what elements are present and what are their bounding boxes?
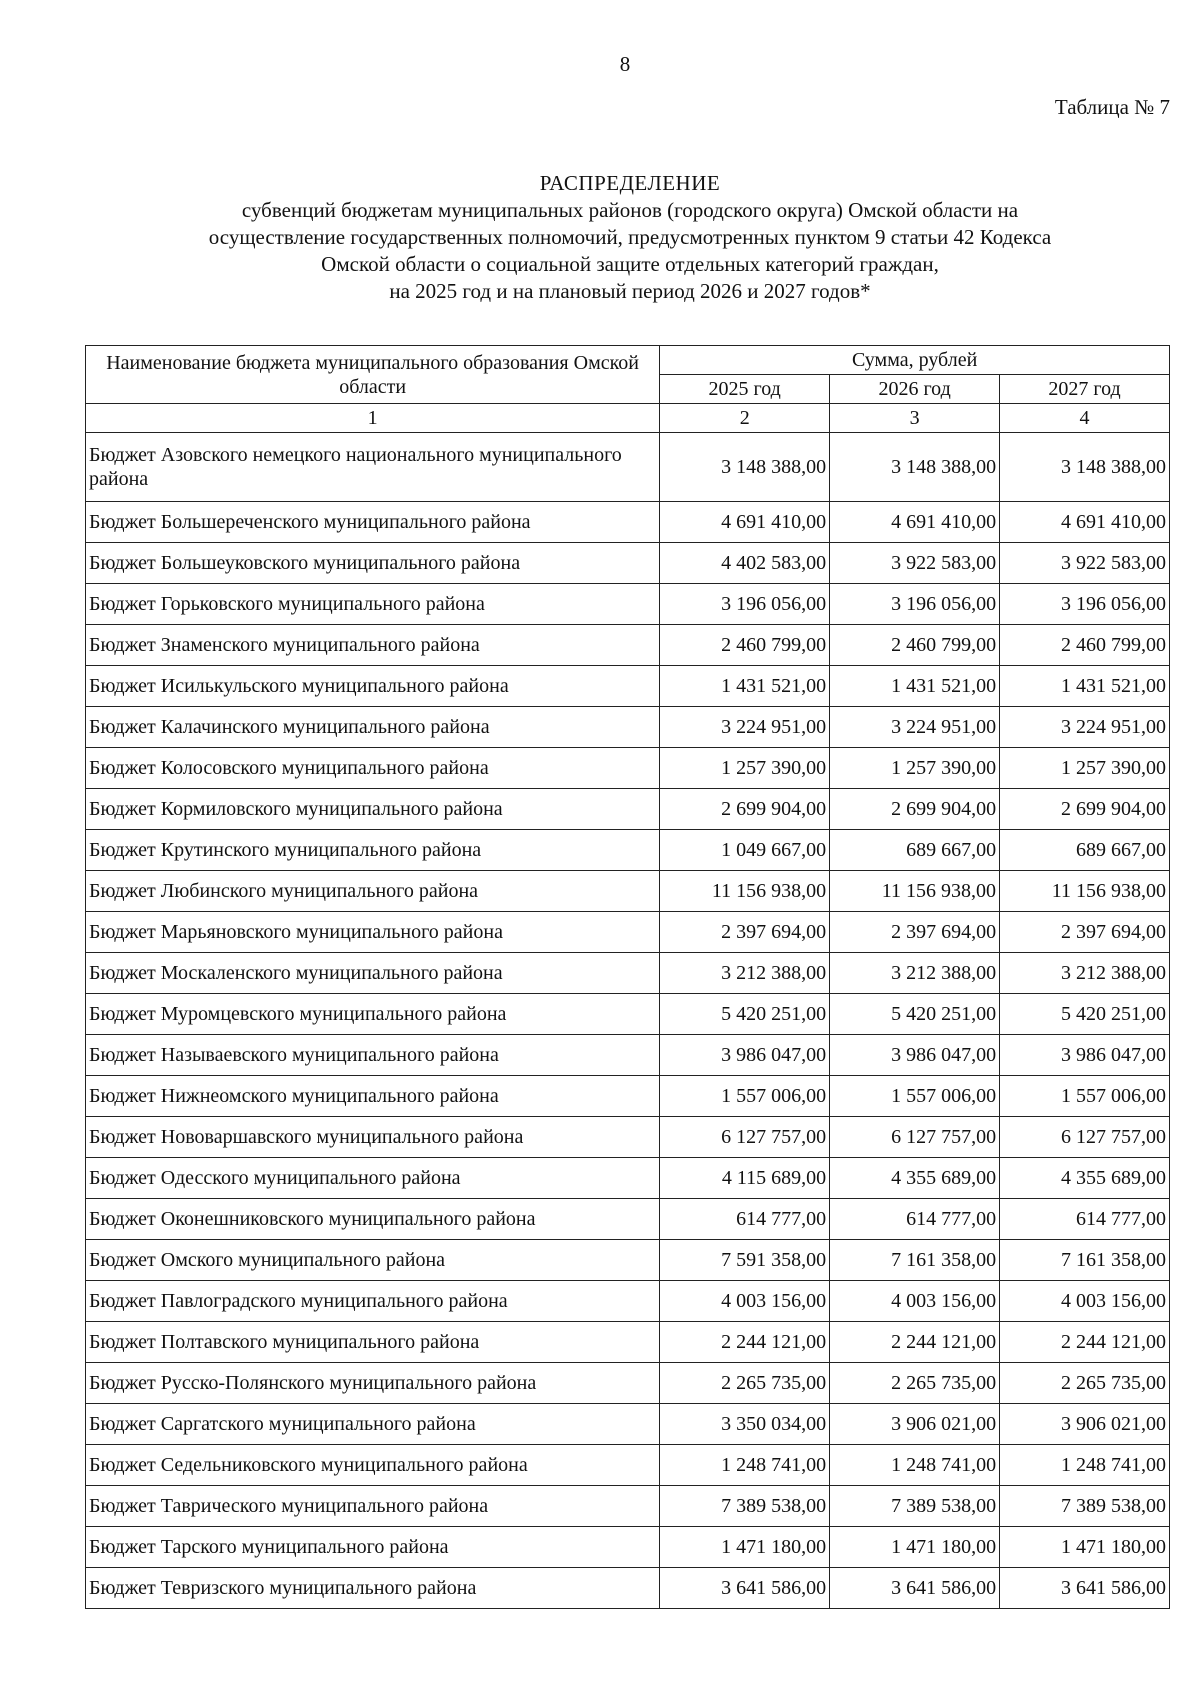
amount-2027-cell: 3 922 583,00 xyxy=(1000,543,1170,584)
distribution-table xyxy=(85,345,1170,1609)
amount-2025-cell: 1 471 180,00 xyxy=(660,1527,830,1568)
budget-name-cell: Бюджет Одесского муниципального района xyxy=(86,1158,660,1199)
table-row xyxy=(86,830,1170,871)
table-row xyxy=(86,543,1170,584)
amount-2027-cell: 2 397 694,00 xyxy=(1000,912,1170,953)
budget-name-cell: Бюджет Знаменского муниципального района xyxy=(86,625,660,666)
amount-2026-cell: 689 667,00 xyxy=(830,830,1000,871)
table-row xyxy=(86,1240,1170,1281)
amount-2025-cell: 4 115 689,00 xyxy=(660,1158,830,1199)
budget-name-cell: Бюджет Калачинского муниципального района xyxy=(86,707,660,748)
column-number: 1 xyxy=(86,404,660,433)
heading-line: осуществление государственных полномочий, предусмотренных пунктом 9 статьи 42 Кодекса xyxy=(208,225,1052,249)
amount-2027-cell: 3 906 021,00 xyxy=(1000,1404,1170,1445)
column-number: 3 xyxy=(830,404,1000,433)
amount-2025-cell: 3 212 388,00 xyxy=(660,953,830,994)
budget-name-cell: Бюджет Нововаршавского муниципального района xyxy=(86,1117,660,1158)
table-row xyxy=(86,1527,1170,1568)
amount-2025-cell: 7 591 358,00 xyxy=(660,1240,830,1281)
amount-2027-cell: 11 156 938,00 xyxy=(1000,871,1170,912)
amount-2025-cell: 1 049 667,00 xyxy=(660,830,830,871)
budget-name-cell: Бюджет Омского муниципального района xyxy=(86,1240,660,1281)
table-row xyxy=(86,953,1170,994)
amount-2027-cell: 2 244 121,00 xyxy=(1000,1322,1170,1363)
amount-2025-cell: 4 402 583,00 xyxy=(660,543,830,584)
table-row xyxy=(86,1568,1170,1609)
amount-2027-cell: 1 431 521,00 xyxy=(1000,666,1170,707)
amount-2025-cell: 2 265 735,00 xyxy=(660,1363,830,1404)
table-row xyxy=(86,1445,1170,1486)
column-number: 4 xyxy=(1000,404,1170,433)
amount-2026-cell: 4 691 410,00 xyxy=(830,502,1000,543)
amount-2026-cell: 3 641 586,00 xyxy=(830,1568,1000,1609)
amount-2026-cell: 3 906 021,00 xyxy=(830,1404,1000,1445)
amount-2025-cell: 3 350 034,00 xyxy=(660,1404,830,1445)
table-row xyxy=(86,1322,1170,1363)
page-number: 8 xyxy=(619,52,631,76)
amount-2027-cell: 3 148 388,00 xyxy=(1000,433,1170,502)
amount-2025-cell: 1 257 390,00 xyxy=(660,748,830,789)
table-row xyxy=(86,1117,1170,1158)
amount-2025-cell: 2 244 121,00 xyxy=(660,1322,830,1363)
amount-2025-cell: 3 196 056,00 xyxy=(660,584,830,625)
amount-2027-cell: 4 355 689,00 xyxy=(1000,1158,1170,1199)
amount-2026-cell: 6 127 757,00 xyxy=(830,1117,1000,1158)
budget-name-cell: Бюджет Павлоградского муниципального района xyxy=(86,1281,660,1322)
table-row xyxy=(86,1076,1170,1117)
amount-2027-cell: 2 699 904,00 xyxy=(1000,789,1170,830)
amount-2025-cell: 3 986 047,00 xyxy=(660,1035,830,1076)
amount-2026-cell: 3 148 388,00 xyxy=(830,433,1000,502)
table-row xyxy=(86,666,1170,707)
amount-2026-cell: 3 922 583,00 xyxy=(830,543,1000,584)
document-heading xyxy=(80,170,1180,305)
amount-2025-cell: 4 003 156,00 xyxy=(660,1281,830,1322)
amount-2026-cell: 3 986 047,00 xyxy=(830,1035,1000,1076)
heading-line: Омской области о социальной защите отдельных категорий граждан, xyxy=(321,252,939,276)
amount-2027-cell: 614 777,00 xyxy=(1000,1199,1170,1240)
column-number: 2 xyxy=(660,404,830,433)
budget-name-cell: Бюджет Оконешниковского муниципального района xyxy=(86,1199,660,1240)
table-row xyxy=(86,789,1170,830)
table-row xyxy=(86,748,1170,789)
amount-2027-cell: 5 420 251,00 xyxy=(1000,994,1170,1035)
amount-2026-cell: 2 397 694,00 xyxy=(830,912,1000,953)
amount-2025-cell: 2 699 904,00 xyxy=(660,789,830,830)
amount-2025-cell: 2 397 694,00 xyxy=(660,912,830,953)
budget-name-cell: Бюджет Тарского муниципального района xyxy=(86,1527,660,1568)
table-row xyxy=(86,912,1170,953)
heading-title: РАСПРЕДЕЛЕНИЕ xyxy=(539,171,721,195)
budget-name-cell: Бюджет Полтавского муниципального района xyxy=(86,1322,660,1363)
amount-2027-cell: 4 003 156,00 xyxy=(1000,1281,1170,1322)
budget-name-cell: Бюджет Большеуковского муниципального района xyxy=(86,543,660,584)
amount-2026-cell: 2 460 799,00 xyxy=(830,625,1000,666)
amount-2027-cell: 1 557 006,00 xyxy=(1000,1076,1170,1117)
amount-2027-cell: 1 257 390,00 xyxy=(1000,748,1170,789)
amount-2025-cell: 11 156 938,00 xyxy=(660,871,830,912)
amount-2025-cell: 4 691 410,00 xyxy=(660,502,830,543)
heading-line: субвенций бюджетам муниципальных районов (городского округа) Омской области на xyxy=(241,198,1019,222)
amount-2026-cell: 3 196 056,00 xyxy=(830,584,1000,625)
amount-2026-cell: 3 212 388,00 xyxy=(830,953,1000,994)
budget-name-cell: Бюджет Нижнеомского муниципального района xyxy=(86,1076,660,1117)
amount-2025-cell: 614 777,00 xyxy=(660,1199,830,1240)
budget-name-cell: Бюджет Кормиловского муниципального района xyxy=(86,789,660,830)
table-row xyxy=(86,707,1170,748)
budget-name-cell: Бюджет Муромцевского муниципального района xyxy=(86,994,660,1035)
table-row xyxy=(86,625,1170,666)
header-name-column: Наименование бюджета муниципального образования Омской области xyxy=(86,346,660,404)
amount-2027-cell: 3 224 951,00 xyxy=(1000,707,1170,748)
budget-name-cell: Бюджет Называевского муниципального района xyxy=(86,1035,660,1076)
header-sum-group: Сумма, рублей xyxy=(660,346,1170,375)
amount-2027-cell: 3 212 388,00 xyxy=(1000,953,1170,994)
amount-2025-cell: 7 389 538,00 xyxy=(660,1486,830,1527)
amount-2026-cell: 4 355 689,00 xyxy=(830,1158,1000,1199)
amount-2027-cell: 3 196 056,00 xyxy=(1000,584,1170,625)
budget-name-cell: Бюджет Азовского немецкого национального муниципального района xyxy=(86,433,660,502)
amount-2026-cell: 1 431 521,00 xyxy=(830,666,1000,707)
budget-name-cell: Бюджет Таврического муниципального района xyxy=(86,1486,660,1527)
amount-2026-cell: 7 389 538,00 xyxy=(830,1486,1000,1527)
amount-2027-cell: 3 641 586,00 xyxy=(1000,1568,1170,1609)
header-year-2026: 2026 год xyxy=(830,375,1000,404)
amount-2027-cell: 2 265 735,00 xyxy=(1000,1363,1170,1404)
amount-2027-cell: 689 667,00 xyxy=(1000,830,1170,871)
header-year-2025: 2025 год xyxy=(660,375,830,404)
amount-2027-cell: 7 161 358,00 xyxy=(1000,1240,1170,1281)
table-label: Таблица № 7 xyxy=(1054,95,1170,119)
table-row xyxy=(86,1486,1170,1527)
budget-name-cell: Бюджет Любинского муниципального района xyxy=(86,871,660,912)
amount-2026-cell: 3 224 951,00 xyxy=(830,707,1000,748)
amount-2025-cell: 3 224 951,00 xyxy=(660,707,830,748)
budget-name-cell: Бюджет Большереченского муниципального района xyxy=(86,502,660,543)
table-body xyxy=(86,433,1170,1609)
amount-2025-cell: 6 127 757,00 xyxy=(660,1117,830,1158)
budget-name-cell: Бюджет Горьковского муниципального района xyxy=(86,584,660,625)
amount-2025-cell: 3 148 388,00 xyxy=(660,433,830,502)
table-row xyxy=(86,871,1170,912)
budget-name-cell: Бюджет Колосовского муниципального района xyxy=(86,748,660,789)
budget-name-cell: Бюджет Исилькульского муниципального района xyxy=(86,666,660,707)
amount-2026-cell: 7 161 358,00 xyxy=(830,1240,1000,1281)
amount-2026-cell: 1 471 180,00 xyxy=(830,1527,1000,1568)
amount-2026-cell: 2 244 121,00 xyxy=(830,1322,1000,1363)
table-row xyxy=(86,502,1170,543)
amount-2026-cell: 614 777,00 xyxy=(830,1199,1000,1240)
budget-name-cell: Бюджет Крутинского муниципального района xyxy=(86,830,660,871)
amount-2026-cell: 5 420 251,00 xyxy=(830,994,1000,1035)
table-row xyxy=(86,1363,1170,1404)
budget-name-cell: Бюджет Тевризского муниципального района xyxy=(86,1568,660,1609)
table-row xyxy=(86,433,1170,502)
table-row xyxy=(86,1158,1170,1199)
budget-name-cell: Бюджет Москаленского муниципального района xyxy=(86,953,660,994)
amount-2025-cell: 1 248 741,00 xyxy=(660,1445,830,1486)
table-row xyxy=(86,1404,1170,1445)
amount-2027-cell: 4 691 410,00 xyxy=(1000,502,1170,543)
amount-2026-cell: 11 156 938,00 xyxy=(830,871,1000,912)
amount-2026-cell: 4 003 156,00 xyxy=(830,1281,1000,1322)
budget-name-cell: Бюджет Саргатского муниципального района xyxy=(86,1404,660,1445)
table-row xyxy=(86,1281,1170,1322)
amount-2026-cell: 2 265 735,00 xyxy=(830,1363,1000,1404)
heading-line: на 2025 год и на плановый период 2026 и 2027 годов* xyxy=(389,279,871,303)
table-row xyxy=(86,584,1170,625)
amount-2027-cell: 2 460 799,00 xyxy=(1000,625,1170,666)
budget-name-cell: Бюджет Русско-Полянского муниципального района xyxy=(86,1363,660,1404)
amount-2025-cell: 5 420 251,00 xyxy=(660,994,830,1035)
amount-2025-cell: 3 641 586,00 xyxy=(660,1568,830,1609)
amount-2027-cell: 1 471 180,00 xyxy=(1000,1527,1170,1568)
table-row xyxy=(86,1035,1170,1076)
table-row xyxy=(86,994,1170,1035)
header-year-2027: 2027 год xyxy=(1000,375,1170,404)
budget-name-cell: Бюджет Марьяновского муниципального района xyxy=(86,912,660,953)
budget-name-cell: Бюджет Седельниковского муниципального района xyxy=(86,1445,660,1486)
amount-2026-cell: 2 699 904,00 xyxy=(830,789,1000,830)
amount-2026-cell: 1 248 741,00 xyxy=(830,1445,1000,1486)
table-row xyxy=(86,1199,1170,1240)
amount-2025-cell: 1 431 521,00 xyxy=(660,666,830,707)
amount-2025-cell: 2 460 799,00 xyxy=(660,625,830,666)
amount-2025-cell: 1 557 006,00 xyxy=(660,1076,830,1117)
amount-2027-cell: 3 986 047,00 xyxy=(1000,1035,1170,1076)
amount-2027-cell: 1 248 741,00 xyxy=(1000,1445,1170,1486)
amount-2027-cell: 6 127 757,00 xyxy=(1000,1117,1170,1158)
amount-2027-cell: 7 389 538,00 xyxy=(1000,1486,1170,1527)
amount-2026-cell: 1 557 006,00 xyxy=(830,1076,1000,1117)
amount-2026-cell: 1 257 390,00 xyxy=(830,748,1000,789)
